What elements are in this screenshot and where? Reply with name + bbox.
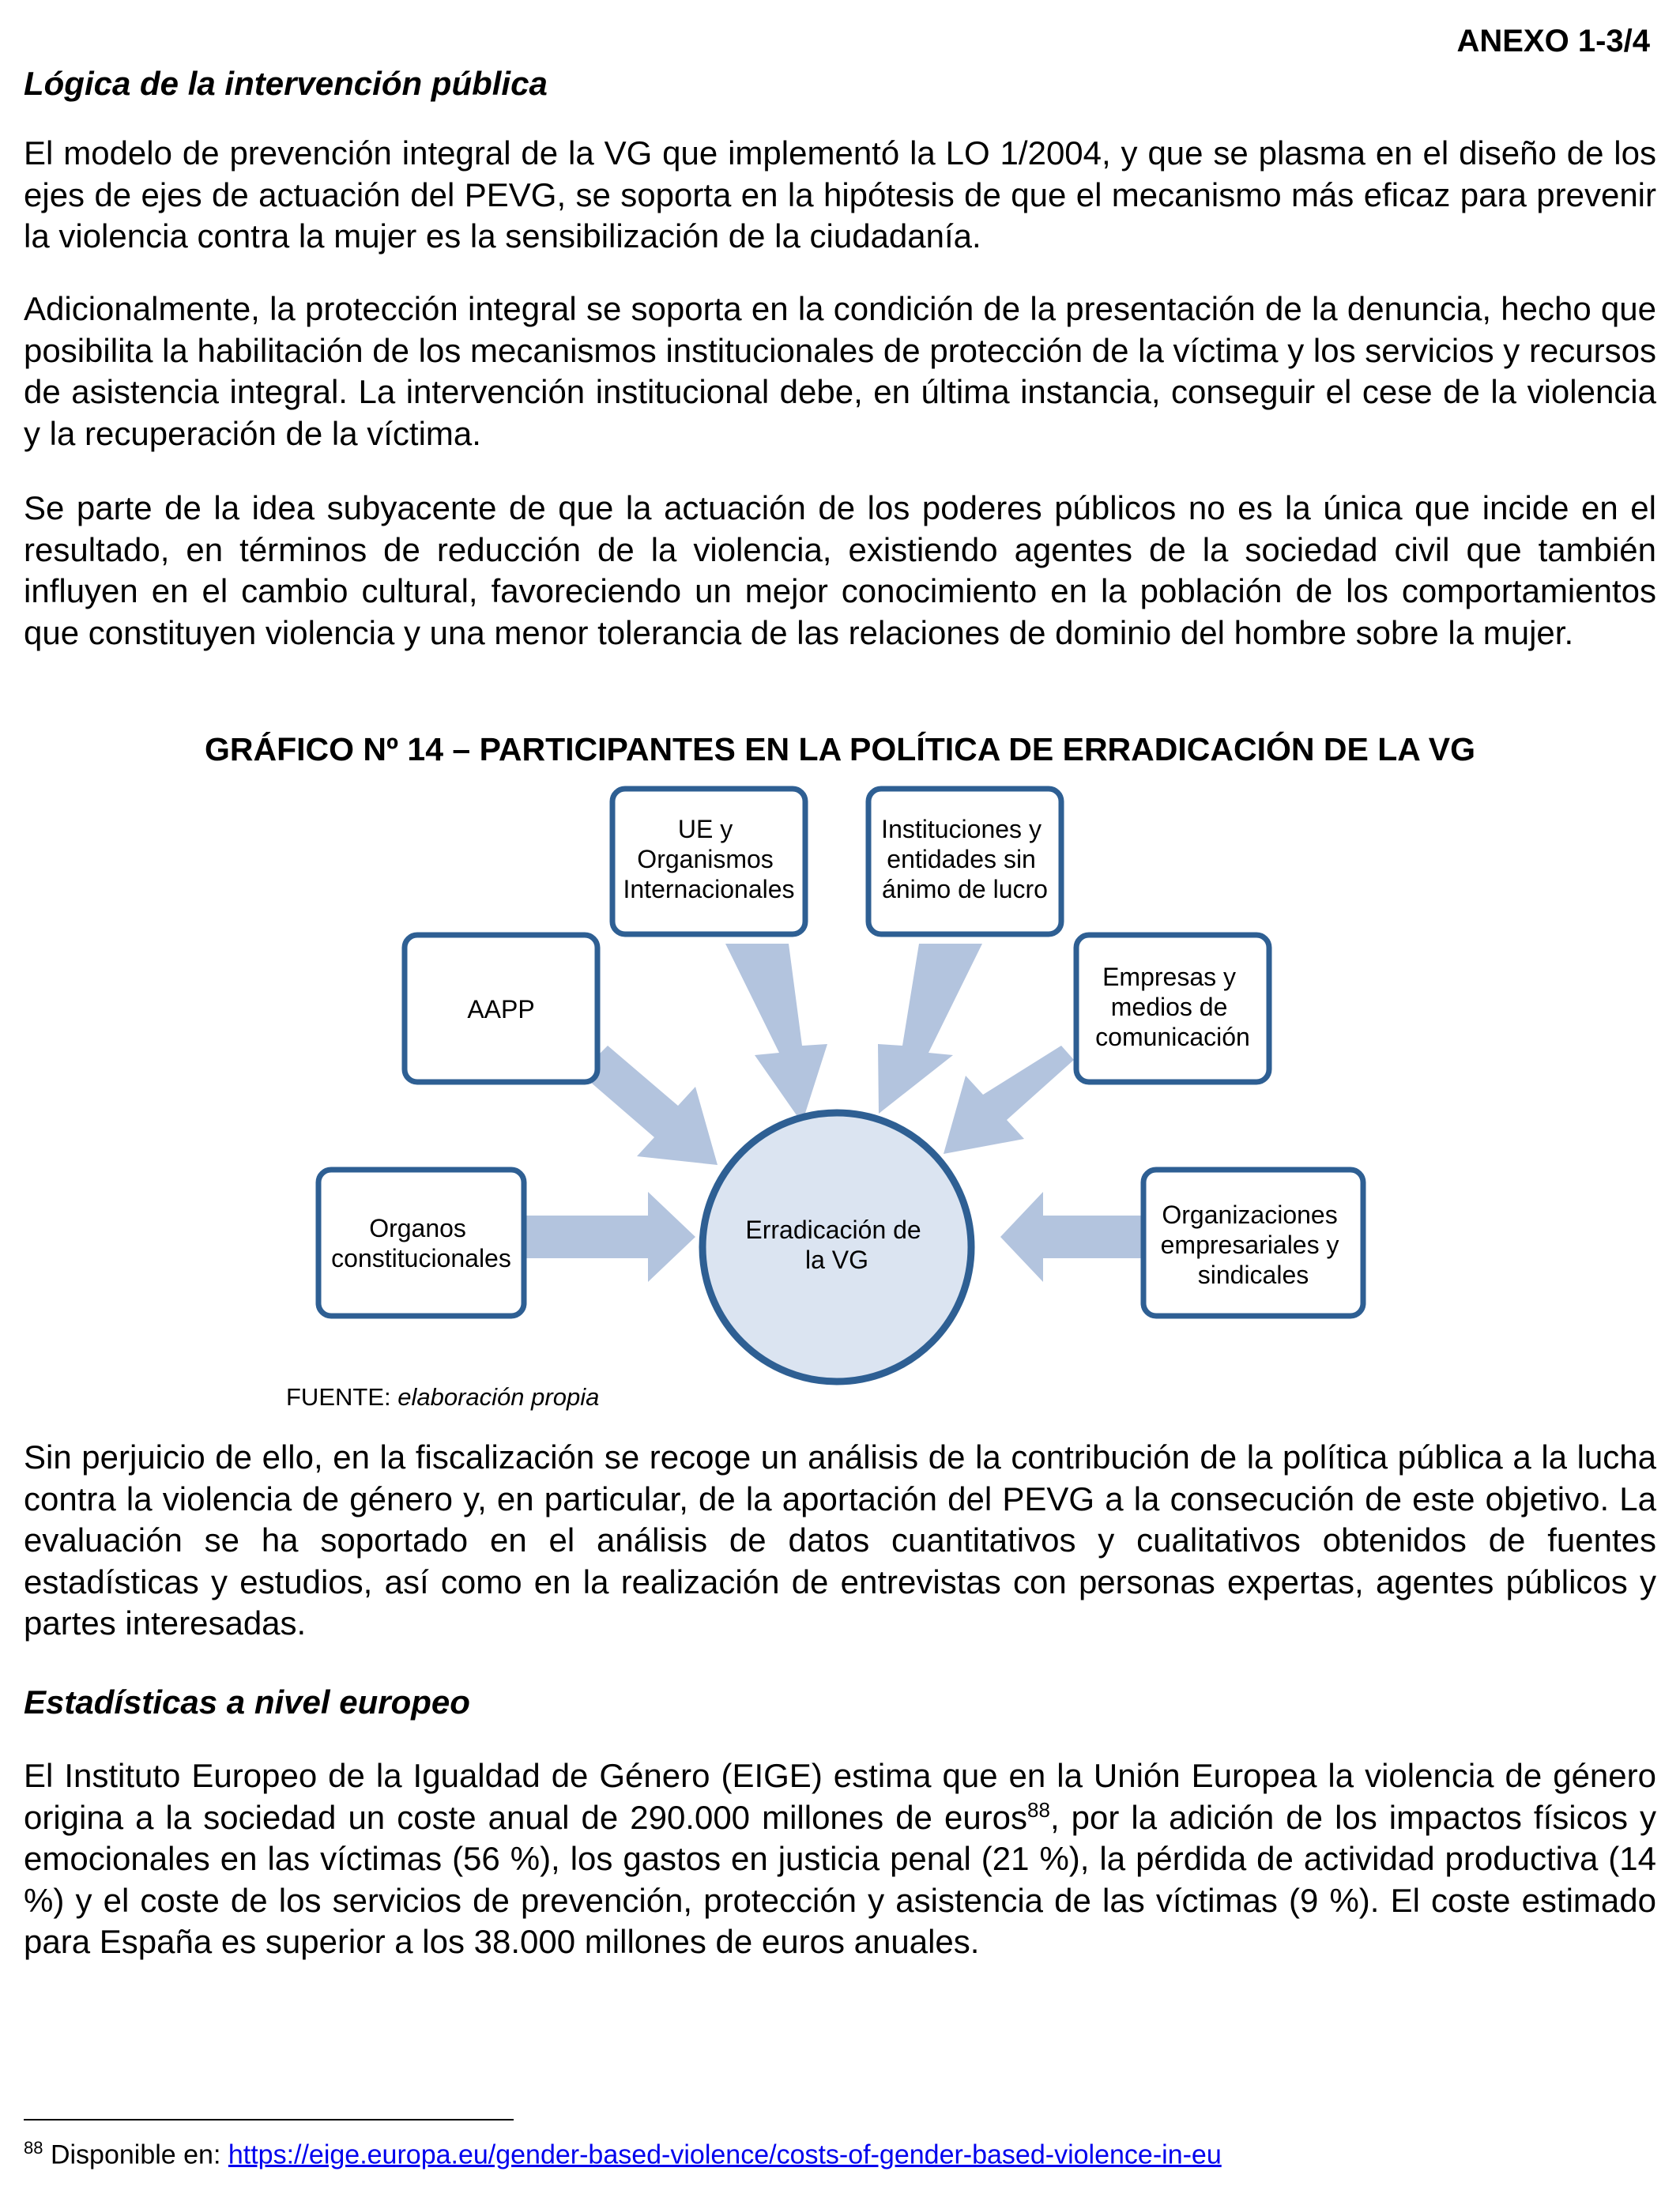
box-ue-label: UE y Organismos Internacionales	[623, 815, 795, 903]
paragraph-4: Sin perjuicio de ello, en la fiscalización se recoge un análisis de la contribución de la política pública a la lucha contra la violencia de género y, en particular, de la aportación del PEVG a la consecución de este objetivo. La evaluación se ha soportado en el análisis de datos cuantitativos y cualitativos obtenidos de fuentes estadísticas y estudios, así como en la realización de entrevistas con personas expertas, agentes públicos y partes interesadas.	[24, 1438, 1656, 1642]
center-label: Erradicación de la VG	[745, 1216, 921, 1274]
footnote-link[interactable]: https://eige.europa.eu/gender-based-violence/costs-of-gender-based-violence-in-eu	[228, 2139, 1222, 2170]
box-instituciones-label: Instituciones y entidades sin ánimo de lucro	[881, 815, 1048, 903]
paragraph-1: El modelo de prevención integral de la VG que implementó la LO 1/2004, y que se plasma en el diseño de los ejes de ejes de actuación del PEVG, se soporta en la hipótesis de que el mecanismo más eficaz para prevenir la violencia contra la mujer es la sensibilización de la ciudadanía.	[24, 134, 1656, 254]
arrow-empresas	[944, 1046, 1074, 1154]
footnote-label: Disponible en:	[50, 2139, 221, 2170]
paragraph-5-part-1: El Instituto Europeo de la Igualdad de Género (EIGE) estima que en la Unión Europea la violencia de género origina a la sociedad un coste anual de 290.000 millones de euros	[24, 1757, 1656, 1836]
arrow-aapp	[585, 1046, 718, 1165]
footnote-ref-88[interactable]: 88	[1027, 1797, 1050, 1822]
footnote-separator	[24, 2119, 514, 2120]
figure-source-label: FUENTE:	[286, 1383, 391, 1411]
arrow-ue	[725, 944, 827, 1123]
paragraph-5-part-2: , por la adición de los impactos físicos y emocionales en las víctimas (56 %), los gastos en justicia penal (21 %), la pérdida de actividad productiva (14 %) y el coste de los servicios de prevención, protección y asistencia de las víctimas (9 %). El coste estimado para España es superior a los 38.000 millones de euros anuales.	[24, 1798, 1656, 1960]
figure-source	[286, 1383, 599, 1412]
paragraph-5	[24, 1755, 1656, 1963]
figure-source-value: elaboración propia	[397, 1383, 600, 1411]
paragraph-3: Se parte de la idea subyacente de que la actuación de los poderes públicos no es la única que incide en el resultado, en términos de reducción de la violencia, existiendo agentes de la sociedad civil que también influyen en el cambio cultural, favoreciendo un mejor conocimiento en la población de los comportamientos que constituyen violencia y una menor tolerancia de las relaciones de dominio del hombre sobre la mujer.	[24, 489, 1656, 651]
box-organizaciones-label: Organizaciones empresariales y sindicales	[1160, 1201, 1339, 1289]
arrow-organizaciones	[1000, 1192, 1145, 1282]
section-heading-logica: Lógica de la intervención pública	[24, 65, 548, 102]
box-organos-label: Organos constitucionales	[331, 1214, 511, 1272]
arrow-organos	[526, 1192, 695, 1282]
footnote	[24, 2138, 1222, 2170]
figure-title: GRÁFICO Nº 14 – PARTICIPANTES EN LA POLÍTICA DE ERRADICACIÓN DE LA VG	[204, 731, 1475, 767]
box-aapp-label: AAPP	[467, 995, 535, 1023]
box-empresas-label: Empresas y medios de comunicación	[1095, 963, 1250, 1051]
section-heading-estadisticas: Estadísticas a nivel europeo	[24, 1683, 470, 1721]
footnote-number: 88	[24, 2138, 43, 2158]
paragraph-2: Adicionalmente, la protección integral se soporta en la condición de la presentación de la denuncia, hecho que posibilita la habilitación de los mecanismos institucionales de protección de la víctima y los servicios y recursos de asistencia integral. La intervención institucional debe, en última instancia, conseguir el cese de la violencia y la recuperación de la víctima.	[24, 290, 1656, 452]
annex-label: ANEXO 1-3/4	[1456, 24, 1650, 58]
box-organos	[318, 1170, 524, 1316]
